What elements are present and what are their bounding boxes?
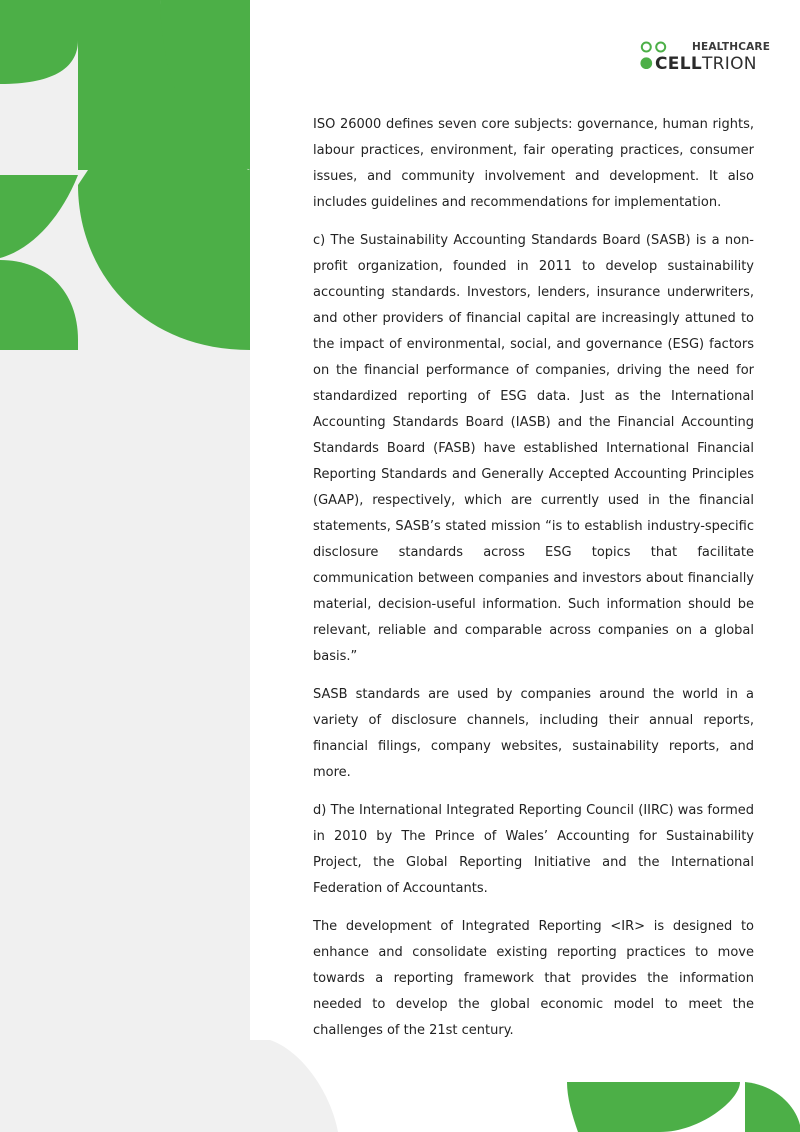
body-text (313, 112, 754, 1056)
logo-healthcare-text: HEALTHCARE (692, 41, 771, 53)
paragraph-iirc: d) The International Integrated Reporting Council (IIRC) was formed in 2010 by The Prince of Wales’ Accounting for Sustainability Project, the Global Reporting Initiative and the International Federation of Accountants. (313, 803, 754, 896)
company-logo (640, 38, 770, 74)
paragraph-sasb: c) The Sustainability Accounting Standards Board (SASB) is a non-profit organization, founded in 2011 to develop sustainability accounting standards. Investors, lenders, insurance underwriters, and other providers of financial capital are increasingly attuned to the impact of environmental, social, and governance (ESG) factors on the financial performance of companies, driving the need for standardized reporting of ESG data. Just as the International Accounting Standards Board (IASB) and the Financial Accounting Standards Board (FASB) have established International Financial Reporting Standards and Generally Accepted Accounting Principles (GAAP), respectively, which are currently used in the financial statements, SASB’s stated mission “is to establish industry-specific disclosure standards across ESG topics that facilitate communication between companies and investors about financially material, decision-useful information. Such information should be relevant, reliable and comparable across companies on a global basis.” (313, 233, 754, 664)
paragraph-integrated-reporting: The development of Integrated Reporting <IR> is designed to enhance and consolidate existing reporting practices to move towards a reporting framework that provides the information needed to develop the global economic model to meet the challenges of the 21st century. (313, 919, 754, 1038)
logo-celltrion-text: CELLTRION (655, 54, 757, 74)
paragraph-sasb-usage: SASB standards are used by companies around the world in a variety of disclosure channels, including their annual reports, financial filings, company websites, sustainability reports, and more. (313, 687, 754, 780)
paragraph-iso26000: ISO 26000 defines seven core subjects: governance, human rights, labour practices, environment, fair operating practices, consumer issues, and community involvement and development. It also includes guidelines and recommendations for implementation. (313, 117, 754, 210)
